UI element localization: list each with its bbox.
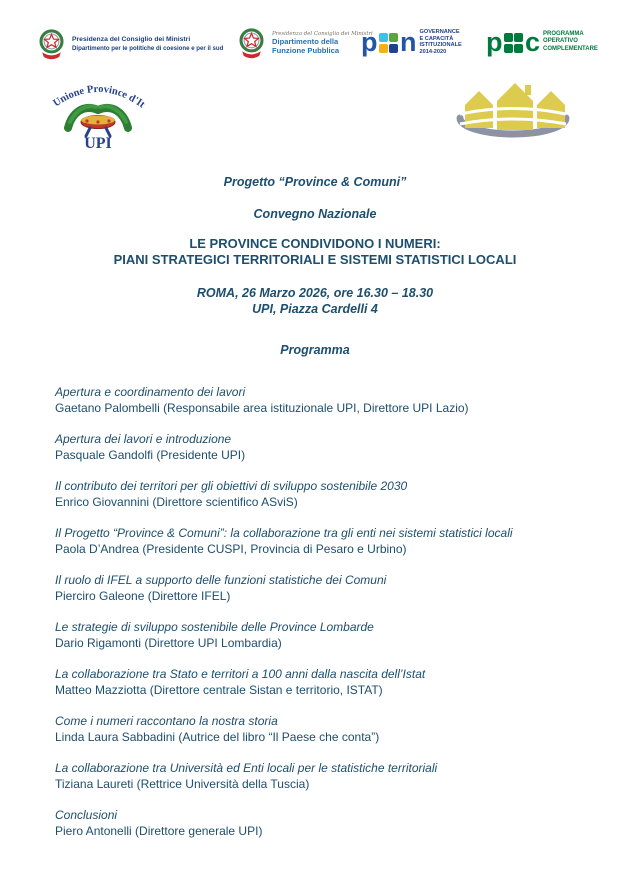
- main-heading-line1: LE PROVINCE CONDIVIDONO I NUMERI:: [189, 236, 441, 251]
- program-item-title: Conclusioni: [55, 808, 118, 822]
- gov2-script-line: Presidenza del Consiglio dei Ministri: [272, 31, 373, 38]
- pon-letter-n: n: [400, 27, 416, 58]
- program-item-title: Apertura dei lavori e introduzione: [55, 432, 232, 446]
- upi-label: UPI: [84, 135, 112, 152]
- italy-emblem-icon: [236, 26, 267, 61]
- program-list: [0, 385, 630, 839]
- program-item-speaker: Matteo Mazziotta (Direttore centrale Sistan e territorio, ISTAT): [55, 682, 383, 697]
- pon-logo: [361, 27, 462, 58]
- project-title: Progetto “Province & Comuni”: [223, 175, 407, 189]
- program-label: Programma: [280, 343, 350, 357]
- poc-letter-p: p: [486, 27, 502, 57]
- program-item-title: Il contributo dei territori per gli obiettivi di sviluppo sostenibile 2030: [55, 479, 408, 493]
- program-item-title: Apertura e coordinamento dei lavori: [55, 385, 246, 399]
- pon-grid-icon: [379, 33, 399, 53]
- program-item: [55, 808, 580, 839]
- pon-caption-line: 2014-2020: [419, 48, 447, 55]
- upi-emblem-icon: [46, 70, 150, 152]
- program-item-title: Il Progetto “Province & Comuni”: la collaborazione tra gli enti nei sistemi statistici locali: [55, 526, 513, 540]
- program-item-speaker: Tiziana Laureti (Rettrice Università della Tuscia): [55, 776, 310, 791]
- pon-letter-p: p: [361, 27, 377, 58]
- program-item-speaker: Piero Antonelli (Direttore generale UPI): [55, 823, 263, 838]
- program-item-speaker: Enrico Giovannini (Direttore scientifico ASviS): [55, 494, 298, 509]
- logo-presidenza-coesione: [36, 27, 223, 62]
- program-item-title: Le strategie di sviluppo sostenibile delle Province Lombarde: [55, 620, 374, 634]
- program-item: [55, 667, 580, 698]
- poc-caption-line: OPERATIVO: [543, 38, 578, 45]
- province-comuni-logo: [452, 76, 574, 153]
- program-item-title: Come i numeri raccontano la nostra storia: [55, 714, 278, 728]
- main-heading-line2: PIANI STRATEGICI TERRITORIALI E SISTEMI STATISTICI LOCALI: [113, 252, 517, 267]
- upi-logo: [46, 70, 150, 157]
- gov2-line2: Funzione Pubblica: [272, 45, 340, 55]
- program-item: [55, 432, 580, 463]
- houses-on-platter-icon: [452, 76, 574, 148]
- program-item-speaker: Gaetano Palombelli (Responsabile area istituzionale UPI, Direttore UPI Lazio): [55, 400, 469, 415]
- program-item: [55, 479, 580, 510]
- pon-caption-line: E CAPACITÀ: [419, 35, 454, 42]
- svg-text:Unione Province d'Italia: [46, 70, 147, 111]
- program-item: [55, 761, 580, 792]
- poc-caption: [543, 31, 598, 52]
- poc-caption-line: PROGRAMMA: [543, 31, 584, 38]
- program-item-speaker: Pierciro Galeone (Direttore IFEL): [55, 588, 231, 603]
- pon-caption: [420, 29, 462, 55]
- poc-letter-c: c: [525, 27, 540, 57]
- program-item: [55, 573, 580, 604]
- header-logos: [0, 0, 630, 175]
- event-date: ROMA, 26 Marzo 2026, ore 16.30 – 18.30: [196, 286, 434, 300]
- program-item-title: La collaborazione tra Università ed Enti locali per le statistiche territoriali: [55, 761, 438, 775]
- program-item-title: Il ruolo di IFEL a supporto delle funzioni statistiche dei Comuni: [55, 573, 387, 587]
- program-item-title: La collaborazione tra Stato e territori a 100 anni dalla nascita dell’Istat: [55, 667, 426, 681]
- event-venue: UPI, Piazza Cardelli 4: [252, 302, 378, 316]
- gov2-line1: Dipartimento della: [272, 37, 339, 47]
- program-item-speaker: Paola D’Andrea (Presidente CUSPI, Provincia di Pesaro e Urbino): [55, 541, 407, 556]
- program-item: [55, 385, 580, 416]
- program-item-speaker: Dario Rigamonti (Direttore UPI Lombardia): [55, 635, 282, 650]
- poc-caption-line: COMPLEMENTARE: [543, 45, 598, 52]
- pon-caption-line: ISTITUZIONALE: [419, 42, 462, 49]
- italy-emblem-icon: [36, 27, 67, 62]
- pon-caption-line: GOVERNANCE: [419, 29, 460, 35]
- poc-grid-icon: [504, 33, 524, 53]
- poc-logo: [486, 29, 598, 55]
- upi-arc-text: Unione Province d'It: [51, 83, 147, 111]
- event-title: Convegno Nazionale: [253, 207, 377, 221]
- program-item-speaker: Linda Laura Sabbadini (Autrice del libro “Il Paese che conta”): [55, 729, 380, 744]
- gov1-subtitle: Dipartimento per le politiche di coesione e per il sud: [72, 44, 224, 52]
- logo-funzione-pubblica: [236, 26, 373, 61]
- program-item: [55, 714, 580, 745]
- program-item-speaker: Pasquale Gandolfi (Presidente UPI): [55, 447, 246, 462]
- gov1-title: Presidenza del Consiglio dei Ministri: [72, 36, 191, 44]
- program-item: [55, 526, 580, 557]
- document-body: [0, 175, 630, 855]
- program-item: [55, 620, 580, 651]
